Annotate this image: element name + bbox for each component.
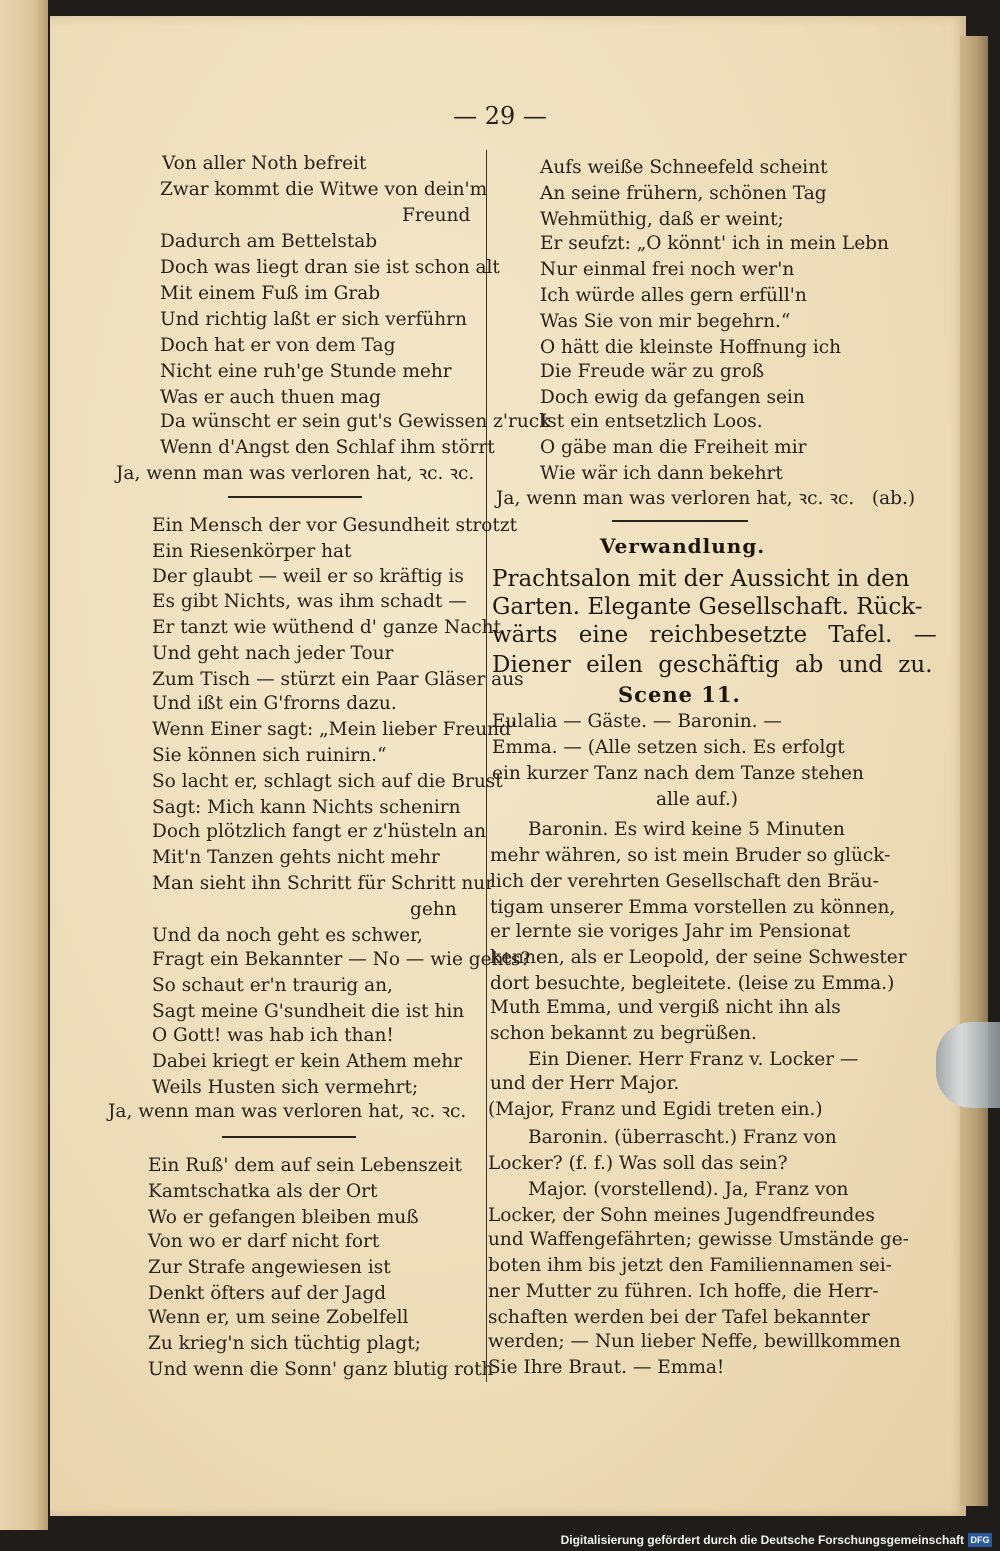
verse-line: Dadurch am Bettelstab — [160, 231, 378, 252]
verse-line: Denkt öfters auf der Jagd — [148, 1283, 387, 1304]
prose-line: werden; — Nun lieber Neffe, bewillkommen — [488, 1331, 901, 1352]
prose-line: (Major, Franz und Egidi treten ein.) — [488, 1099, 823, 1120]
verse-line: Und richtig laßt er sich verführn — [160, 309, 467, 330]
scene-heading: Scene 11. — [618, 682, 741, 707]
verse-line: Wenn d'Angst den Schlaf ihm störrt — [160, 437, 495, 458]
prose-line: Emma. — (Alle setzen sich. Es erfolgt — [492, 737, 845, 758]
verse-line: Ein Mensch der vor Gesundheit strotzt — [152, 515, 518, 536]
verse-line: Mit einem Fuß im Grab — [160, 283, 381, 304]
prose-line: und Waffengefährten; gewisse Umstände ge- — [488, 1229, 909, 1250]
section-rule — [222, 1136, 356, 1138]
prose-line: Major. (vorstellend). Ja, Franz von — [528, 1179, 849, 1200]
prose-line: Locker, der Sohn meines Jugendfreundes — [488, 1205, 875, 1226]
verse-line: Wo er gefangen bleiben muß — [148, 1207, 419, 1228]
verse-line: Da wünscht er sein gut's Gewissen z'ruck — [160, 411, 551, 432]
prose-line: Ein Diener. Herr Franz v. Locker — — [528, 1049, 859, 1070]
prose-line: Baronin. Es wird keine 5 Minuten — [528, 819, 845, 840]
prose-line: Locker? (f. f.) Was soll das sein? — [488, 1153, 788, 1174]
verse-line: So schaut er'n traurig an, — [152, 975, 393, 996]
verse-line: Weils Husten sich vermehrt; — [152, 1077, 419, 1098]
prose-line: lich der verehrten Gesellschaft den Bräu- — [490, 871, 879, 892]
verse-line: Von aller Noth befreit — [162, 153, 367, 174]
prose-line: tigam unserer Emma vorstellen zu können, — [490, 897, 896, 918]
verse-line: Dabei kriegt er kein Athem mehr — [152, 1051, 463, 1072]
verse-line: O hätt die kleinste Hoffnung ich — [540, 337, 842, 358]
verse-line: O Gott! was hab ich than! — [152, 1025, 394, 1046]
column-divider — [486, 150, 487, 1382]
prose-line: mehr währen, so ist mein Bruder so glück- — [490, 845, 891, 866]
verse-line: Aufs weiße Schneefeld scheint — [540, 157, 828, 178]
page-stack-edge — [960, 36, 988, 1506]
verse-line: Und geht nach jeder Tour — [152, 643, 394, 664]
verse-line: Sagt: Mich kann Nichts schenirn — [152, 797, 461, 818]
refrain-line: Ja, wenn man was verloren hat, ꝛc. ꝛc. — [116, 463, 475, 484]
page-clip — [936, 1022, 1000, 1108]
verse-line: Ein Ruß' dem auf sein Lebenszeit — [148, 1155, 462, 1176]
prose-line: schaften werden bei der Tafel bekannter — [488, 1307, 870, 1328]
stage-direction-line: Diener eilen geschäftig ab und zu. — [492, 652, 933, 678]
verse-line: Doch plötzlich fangt er z'hüsteln an — [152, 821, 487, 842]
verse-line: Wehmüthig, daß er weint; — [540, 209, 784, 230]
verse-line: Er tanzt wie wüthend d' ganze Nacht — [152, 617, 502, 638]
verse-line: Er seufzt: „O könnt' ich in mein Lebn — [540, 233, 889, 254]
verse-line: Was Sie von mir begehrn.“ — [540, 311, 791, 332]
verse-line: Zu krieg'n sich tüchtig plagt; — [148, 1333, 421, 1354]
previous-page-edge — [0, 0, 48, 1530]
prose-line: ein kurzer Tanz nach dem Tanze stehen — [492, 763, 864, 784]
prose-line: Sie Ihre Braut. — Emma! — [488, 1357, 725, 1378]
stage-direction-line: Prachtsalon mit der Aussicht in den — [492, 566, 910, 592]
stage-direction-line: wärts eine reichbesetzte Tafel. — — [492, 622, 937, 648]
verse-line: Mit'n Tanzen gehts nicht mehr — [152, 847, 440, 868]
section-rule — [228, 496, 362, 498]
verse-line: Wie wär ich dann bekehrt — [540, 463, 783, 484]
prose-line: kennen, als er Leopold, der seine Schwester — [490, 947, 907, 968]
dfg-logo: DFG — [968, 1533, 992, 1547]
prose-line: alle auf.) — [656, 789, 738, 810]
prose-line: dort besuchte, begleitete. (leise zu Emma.) — [490, 973, 895, 994]
prose-line: und der Herr Major. — [490, 1073, 680, 1094]
verse-line: Man sieht ihn Schritt für Schritt nur — [152, 873, 495, 894]
digitization-credit: Digitalisierung gefördert durch die Deutsche Forschungsgemeinschaft — [560, 1533, 964, 1547]
verse-line: Freund — [402, 205, 471, 226]
verse-line: Es gibt Nichts, was ihm schadt — — [152, 591, 467, 612]
prose-line: Baronin. (überrascht.) Franz von — [528, 1127, 837, 1148]
verse-line: Zur Strafe angewiesen ist — [148, 1257, 391, 1278]
stage-direction-line: Garten. Elegante Gesellschaft. Rück- — [492, 594, 923, 620]
verse-line: O gäbe man die Freiheit mir — [540, 437, 807, 458]
verse-line: Doch hat er von dem Tag — [160, 335, 396, 356]
verse-line: Und ißt ein G'frorns dazu. — [152, 693, 397, 714]
prose-line: er lernte sie voriges Jahr im Pensionat — [490, 921, 851, 942]
verse-line: Sie können sich ruinirn.“ — [152, 745, 387, 766]
verse-line: Fragt ein Bekannter — No — wie gehts? — [152, 949, 531, 970]
verse-line: Doch was liegt dran sie ist schon alt — [160, 257, 500, 278]
verse-line: Kamtschatka als der Ort — [148, 1181, 378, 1202]
prose-line: Eulalia — Gäste. — Baronin. — — [492, 711, 782, 732]
verse-line: Und wenn die Sonn' ganz blutig roth — [148, 1359, 494, 1380]
refrain-line: Ja, wenn man was verloren hat, ꝛc. ꝛc. — [108, 1101, 467, 1122]
verse-line: Zum Tisch — stürzt ein Paar Gläser aus — [152, 669, 524, 690]
verse-line: Von wo er darf nicht fort — [148, 1231, 380, 1252]
page-number: — 29 — — [453, 102, 547, 130]
verse-line: Und da noch geht es schwer, — [152, 925, 423, 946]
verse-line: Sagt meine G'sundheit die ist hin — [152, 1001, 465, 1022]
prose-line: boten ihm bis jetzt den Familiennamen sei- — [488, 1255, 892, 1276]
verse-line: Ein Riesenkörper hat — [152, 541, 352, 562]
prose-line: Muth Emma, und vergiß nicht ihn als — [490, 997, 841, 1018]
verse-line: Ich würde alles gern erfüll'n — [540, 285, 807, 306]
verse-line: Was er auch thuen mag — [160, 387, 382, 408]
verse-line: gehn — [410, 899, 457, 920]
verse-line: Der glaubt — weil er so kräftig is — [152, 566, 464, 587]
verse-line: So lacht er, schlagt sich auf die Brust — [152, 771, 503, 792]
verse-line: Die Freude wär zu groß — [540, 361, 765, 382]
prose-line: schon bekannt zu begrüßen. — [490, 1023, 757, 1044]
verse-line: An seine frühern, schönen Tag — [540, 183, 827, 204]
verse-line: Zwar kommt die Witwe von dein'm — [160, 179, 488, 200]
verse-line: Wenn Einer sagt: „Mein lieber Freund' — [152, 719, 516, 740]
transformation-heading: Verwandlung. — [600, 534, 766, 558]
verse-line: Ist ein entsetzlich Loos. — [540, 411, 763, 432]
verse-line: Wenn er, um seine Zobelfell — [148, 1307, 409, 1328]
verse-line: Nicht eine ruh'ge Stunde mehr — [160, 361, 452, 382]
section-rule — [612, 520, 748, 522]
refrain-line: Ja, wenn man was verloren hat, ꝛc. ꝛc. (ab.) — [496, 488, 916, 509]
prose-line: ner Mutter zu führen. Ich hoffe, die Herr- — [488, 1281, 879, 1302]
verse-line: Nur einmal frei noch wer'n — [540, 259, 795, 280]
verse-line: Doch ewig da gefangen sein — [540, 387, 805, 408]
